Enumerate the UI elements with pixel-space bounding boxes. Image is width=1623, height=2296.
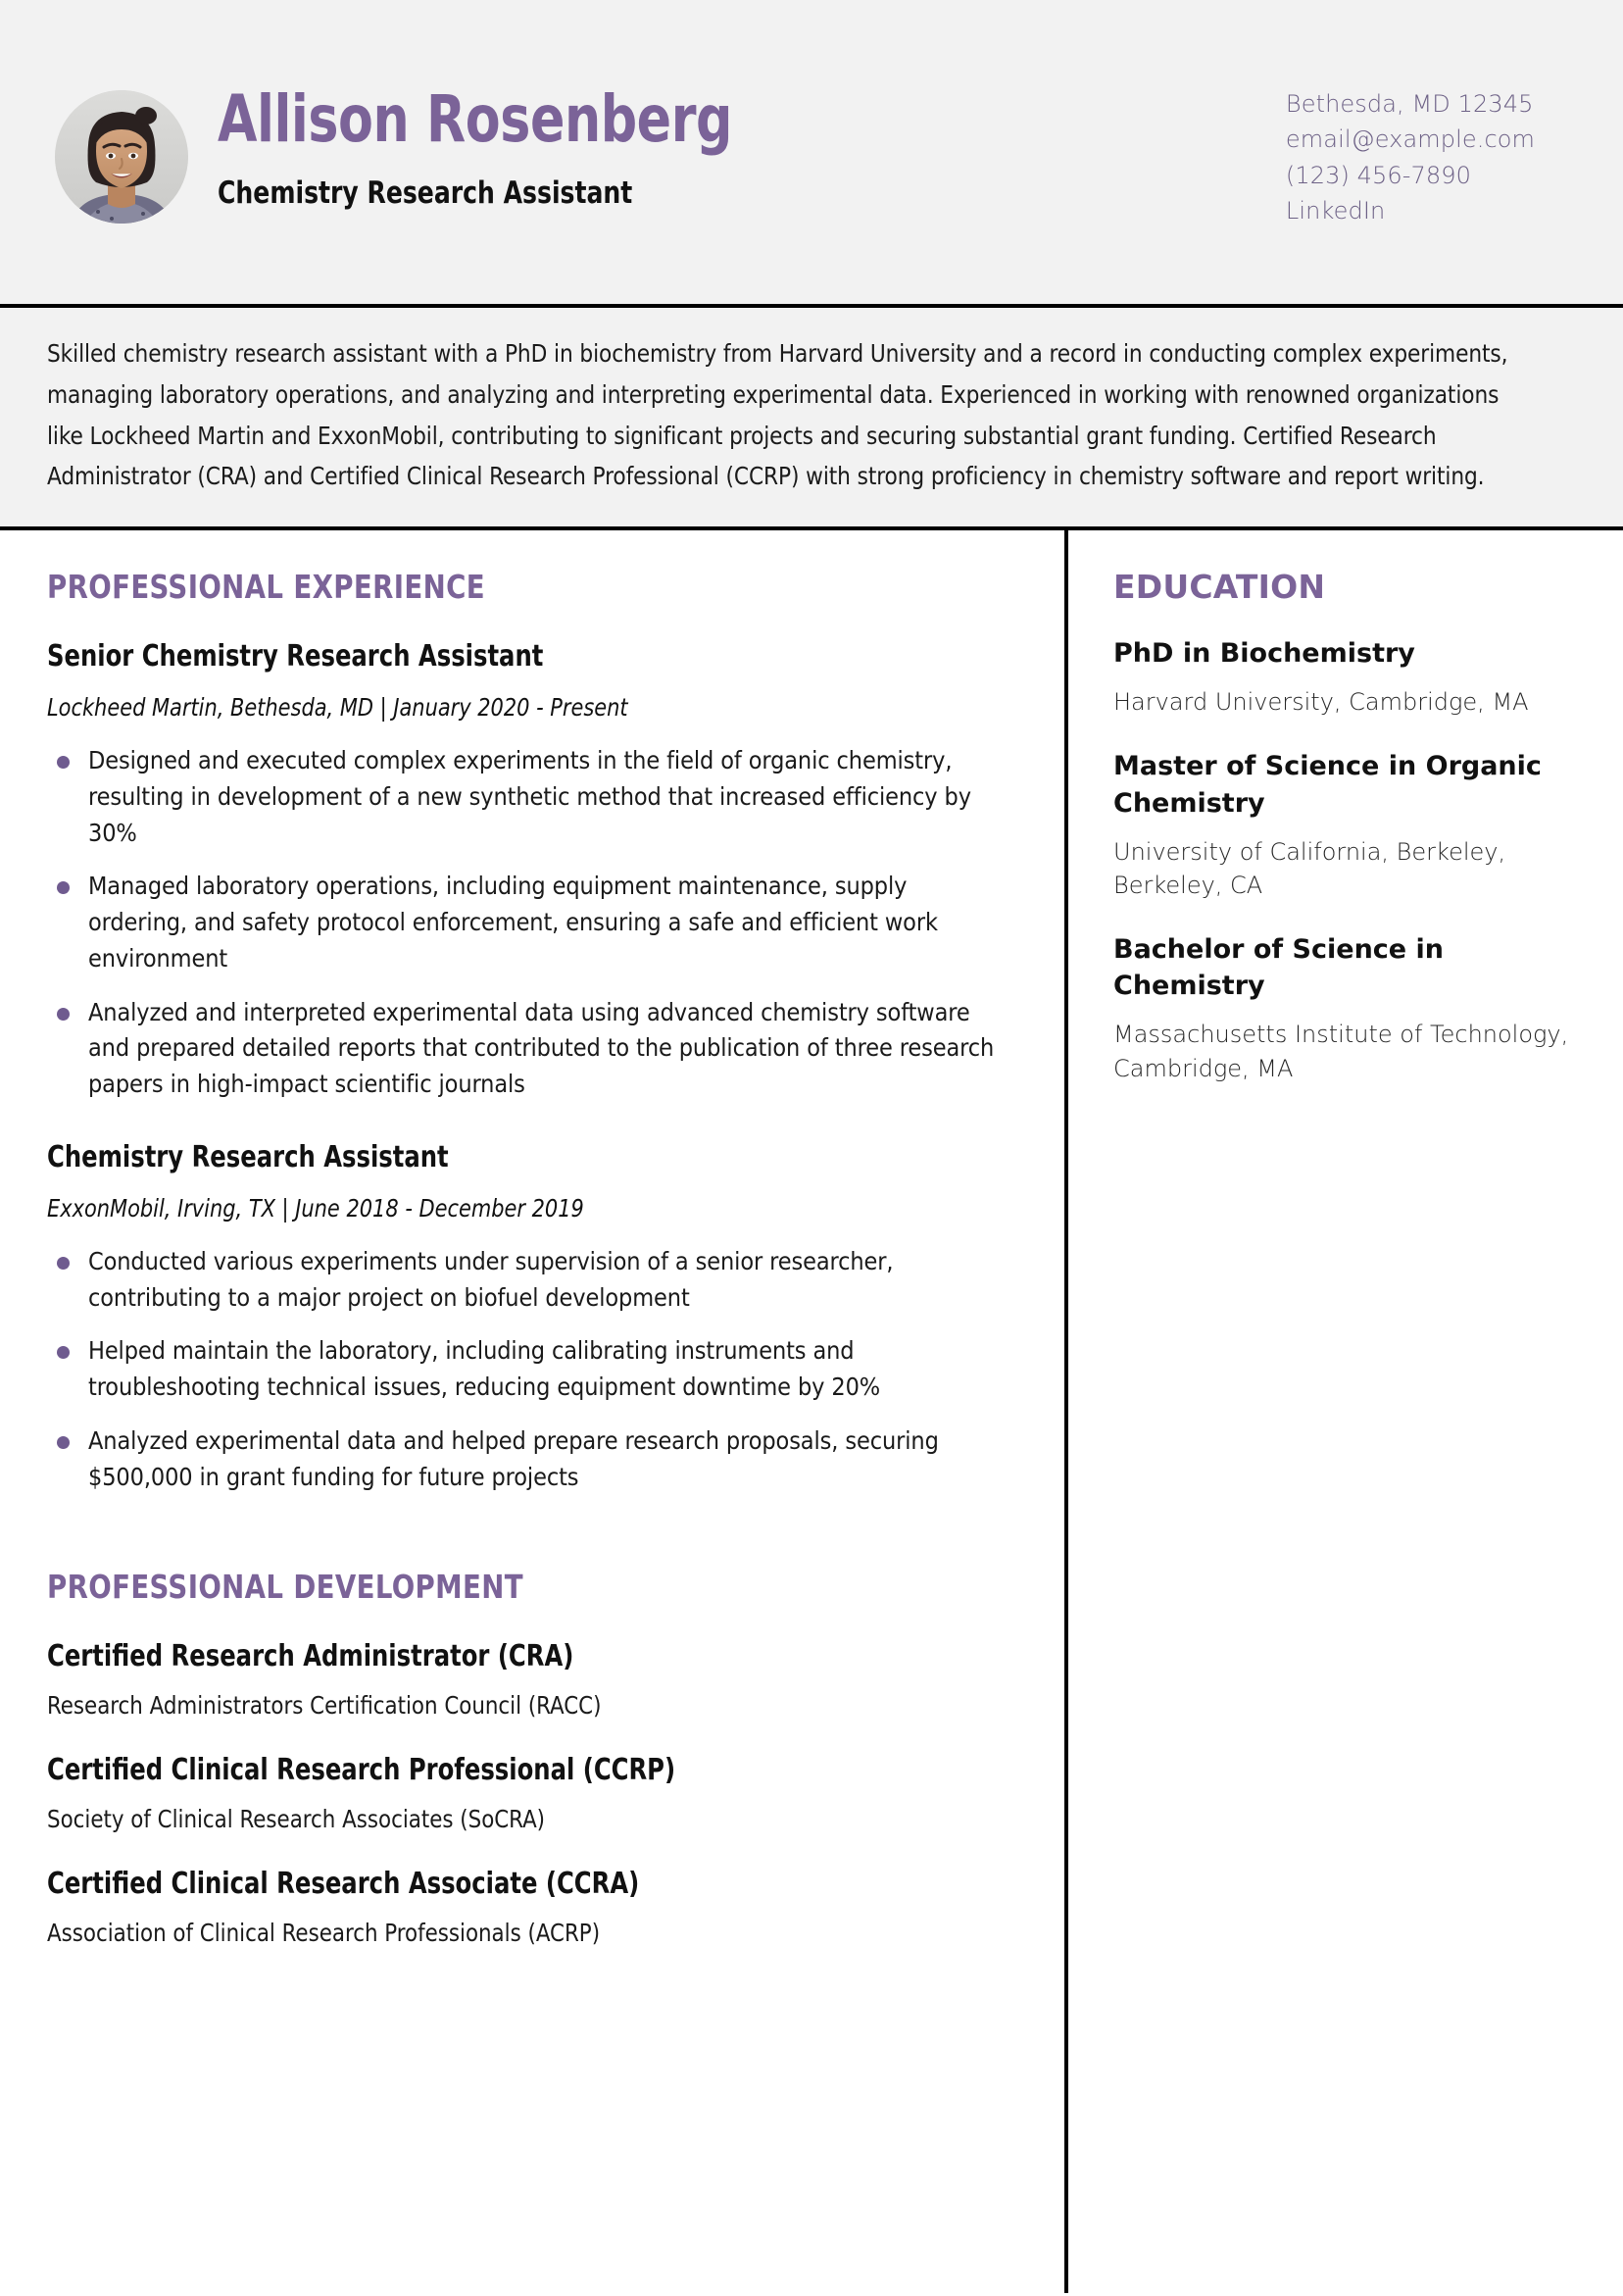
experience-company-dates: ExxonMobil, Irving, TX | June 2018 - December 2019 — [47, 1193, 584, 1223]
list-item — [47, 743, 1006, 851]
right-column — [1068, 530, 1623, 2296]
experience-entry — [47, 639, 1006, 1103]
bullet-dot-icon — [57, 1346, 70, 1359]
bullet-text: Analyzed and interpreted experimental data using advanced chemistry software and prepared detailed reports that contributed to the publication of three research papers in high-impact scientific journals — [88, 997, 995, 1098]
certification-item — [47, 1639, 1006, 1720]
experience-job-title: Senior Chemistry Research Assistant — [47, 639, 544, 674]
experience-bullet-list — [47, 743, 1006, 1103]
bullet-dot-icon — [57, 756, 70, 769]
education-entry — [1113, 748, 1576, 902]
bullet-text: Analyzed experimental data and helped prepare research proposals, securing $500,000 in grant funding for future projects — [88, 1425, 939, 1491]
education-entry — [1113, 635, 1576, 719]
education-entry — [1113, 931, 1576, 1085]
certification-name: Certified Clinical Research Associate (CCRA) — [47, 1867, 640, 1902]
summary-section — [0, 308, 1623, 526]
education-school: University of California, Berkeley, Berkeley, CA — [1113, 837, 1506, 899]
experience-job-title: Chemistry Research Assistant — [47, 1139, 449, 1174]
bullet-dot-icon — [57, 1257, 70, 1270]
certification-name: Certified Research Administrator (CRA) — [47, 1639, 574, 1674]
certification-item — [47, 1867, 1006, 1947]
section-title-education: EDUCATION — [1113, 568, 1326, 606]
contact-phone: (123) 456-7890 — [1285, 161, 1472, 189]
avatar — [55, 90, 188, 224]
education-school: Massachusetts Institute of Technology, Cambridge, MA — [1113, 1021, 1569, 1082]
list-item — [47, 1423, 1006, 1496]
bullet-text: Designed and executed complex experiments in the field of organic chemistry, resulting in development of a new synthetic method that increased efficiency by 30% — [88, 746, 971, 847]
education-school: Harvard University, Cambridge, MA — [1113, 688, 1529, 717]
contact-linkedin-link[interactable]: LinkedIn — [1285, 197, 1386, 225]
certification-item — [47, 1753, 1006, 1833]
contact-location: Bethesda, MD 12345 — [1285, 90, 1534, 118]
certification-organization: Association of Clinical Research Professionals (ACRP) — [47, 1919, 601, 1948]
bullet-dot-icon — [57, 881, 70, 894]
list-item — [47, 995, 1006, 1103]
certification-organization: Research Administrators Certification Council (RACC) — [47, 1691, 602, 1721]
left-column — [0, 530, 1064, 2296]
portrait-photo-icon — [55, 90, 188, 224]
resume-header — [0, 0, 1623, 304]
body-columns — [0, 530, 1623, 2296]
list-item — [47, 869, 1006, 976]
experience-company-dates: Lockheed Martin, Bethesda, MD | January 2020 - Present — [47, 693, 628, 722]
experience-bullet-list — [47, 1244, 1006, 1496]
education-degree: PhD in Biochemistry — [1113, 638, 1415, 669]
candidate-job-title: Chemistry Research Assistant — [218, 175, 633, 211]
list-item — [47, 1244, 1006, 1317]
bullet-text: Helped maintain the laboratory, including calibrating instruments and troubleshooting technical issues, reducing equipment downtime by 20% — [88, 1336, 881, 1401]
certification-name: Certified Clinical Research Professional (CCRP) — [47, 1753, 676, 1788]
summary-text: Skilled chemistry research assistant with a PhD in biochemistry from Harvard University and a record in conducting complex experiments, managing laboratory operations, and analyzing and interpreting experimental data. Experienced in working with renowned organizations like Lockheed Martin and ExxonMobil, contributing to significant projects and securing substantial grant funding. Certified Research Administrator (CRA) and Certified Clinical Research Professional (CCRP) with strong proficiency in chemistry software and report writing. — [47, 339, 1508, 491]
bullet-text: Managed laboratory operations, including equipment maintenance, supply ordering, and safety protocol enforcement, ensuring a safe and efficient work environment — [88, 872, 938, 973]
section-title-professional-development: PROFESSIONAL DEVELOPMENT — [47, 1568, 523, 1607]
bullet-text: Conducted various experiments under supervision of a senior researcher, contributing to a major project on biofuel development — [88, 1246, 894, 1312]
identity-block — [218, 81, 1286, 218]
education-degree: Bachelor of Science in Chemistry — [1113, 933, 1444, 1002]
list-item — [47, 1333, 1006, 1406]
professional-development-section — [47, 1568, 1006, 1947]
bullet-dot-icon — [57, 1436, 70, 1449]
section-title-professional-experience: PROFESSIONAL EXPERIENCE — [47, 568, 485, 606]
candidate-name: Allison Rosenberg — [218, 81, 733, 158]
bullet-dot-icon — [57, 1008, 70, 1021]
contact-email[interactable]: email@example.com — [1285, 125, 1535, 154]
contact-block — [1286, 86, 1568, 229]
education-degree: Master of Science in Organic Chemistry — [1113, 751, 1542, 819]
experience-entry — [47, 1140, 1006, 1496]
certification-organization: Society of Clinical Research Associates (SoCRA) — [47, 1805, 546, 1834]
